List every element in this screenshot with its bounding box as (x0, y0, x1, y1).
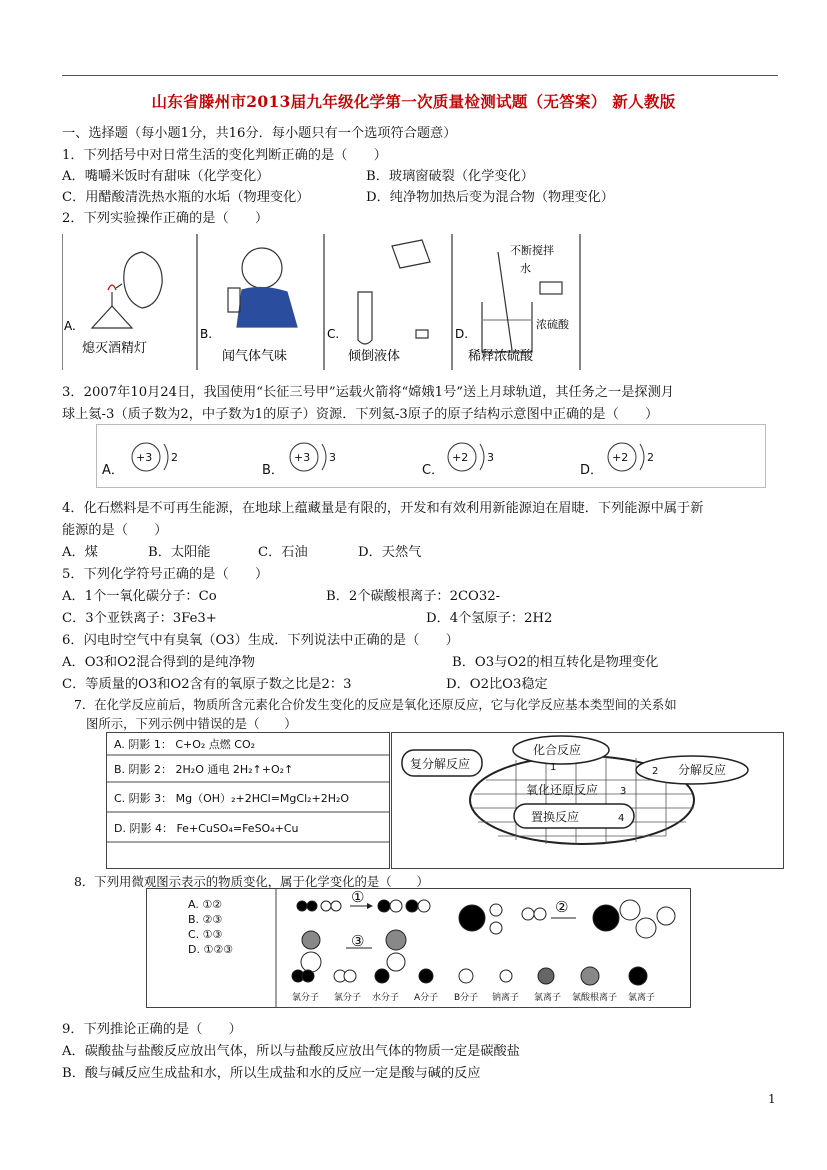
q7-figure (106, 732, 786, 870)
q3-a-nucleus: +3 (136, 451, 153, 464)
legend-label-7: 氯离子 (534, 993, 562, 1003)
label-decomposition: 分解反应 (678, 763, 727, 777)
flame (108, 285, 116, 290)
legend-label-1: 氯分子 (292, 993, 320, 1003)
q8-option-a: A. ①② (188, 898, 223, 911)
face (124, 252, 162, 308)
panel-d-caption: 稀释浓硫酸 (468, 349, 534, 364)
glass-rod (498, 252, 512, 350)
q3-d-nucleus: +2 (612, 451, 629, 464)
q8-option-c: C. ①③ (188, 928, 223, 941)
q7-line1: 7．在化学反应前后，物质所含元素化合价发生变化的反应是氧化还原反应，它与化学反应基本类型间的关系如 (74, 697, 677, 712)
q3-a-letter: A． (102, 463, 124, 478)
q3-b-letter: B． (262, 463, 284, 478)
q7-row-a: A. 阴影 1： C+O₂ 点燃 CO₂ (114, 738, 256, 751)
q4-option-b: B．太阳能 (148, 545, 211, 560)
q4-option-c: C．石油 (258, 545, 308, 560)
q4-line2: 能源的是（ ） (62, 523, 168, 538)
panel-d-letter: D. (455, 327, 469, 341)
label-combination: 化合反应 (533, 743, 582, 757)
electron-shell (480, 444, 484, 470)
q7-line2: 图所示，下列示例中错误的是（ ） (86, 716, 297, 731)
panel-a-letter: A. (64, 319, 76, 333)
label-displacement: 置换反应 (531, 810, 580, 824)
q1-option-d: D．纯净物加热后变为混合物（物理变化） (366, 190, 614, 205)
q5-option-d: D．4个氢原子：2H2 (426, 611, 553, 626)
legend-swatches (292, 967, 647, 985)
panel-c-letter: C. (327, 327, 340, 341)
acid-bottle (540, 282, 562, 294)
bottle (228, 288, 240, 312)
q5-option-b: B．2个碳酸根离子：2CO32- (326, 589, 501, 604)
q3-line1: 3．2007年10月24日，我国使用“长征三号甲”运载火箭将“嫦娥1号”送上月球轨道，其任务之一是探测月 (62, 385, 674, 400)
legend-label-9: 氯离子 (628, 993, 656, 1003)
q6-option-c: C．等质量的O3和O2含有的氧原子数之比是2：3 (62, 677, 352, 692)
q6-option-a: A．O3和O2混合得到的是纯净物 (62, 655, 255, 670)
q9-option-b: B．酸与碱反应生成盐和水，所以生成盐和水的反应一定是酸与碱的反应 (62, 1066, 481, 1081)
q7-row-d: D. 阴影 4： Fe+CuSO₄=FeSO₄+Cu (114, 822, 299, 835)
panel-b-letter: B. (200, 327, 213, 341)
q7-row-b: B. 阴影 2： 2H₂O 通电 2H₂↑+O₂↑ (114, 763, 294, 776)
q8-figure (146, 888, 691, 1008)
q4-option-d: D．天然气 (358, 545, 422, 560)
q7-row-c: C. 阴影 3： Mg（OH）₂+2HCl=MgCl₂+2H₂O (114, 792, 350, 805)
label-double-decomp: 复分解反应 (410, 757, 471, 771)
legend-label-5: B分子 (454, 993, 479, 1003)
q3-c-letter: C． (422, 463, 445, 478)
label-water: 水 (520, 262, 531, 275)
q2-figure (62, 232, 582, 374)
legend-label-3: 水分子 (372, 993, 400, 1003)
mark-2: ② (555, 898, 569, 916)
q6-option-b: B．O3与O2的相互转化是物理变化 (452, 655, 659, 670)
legend-label-4: A分子 (414, 993, 439, 1003)
legend-label-6: 钠离子 (492, 993, 520, 1003)
bottle-cap (416, 330, 428, 338)
q3-line2: 球上氦-3（质子数为2，中子数为1的原子）资源．下列氦-3原子的原子结构示意图中正确的是（ ） (62, 407, 659, 422)
mouth (116, 284, 122, 288)
q3-d-shell: 2 (647, 451, 654, 464)
q8-option-b: B. ②③ (188, 913, 223, 926)
legend-label-2: 氯分子 (334, 993, 362, 1003)
shade-1: 1 (550, 762, 557, 773)
legend-label-8: 氯酸根离子 (572, 993, 618, 1003)
shade-2: 2 (652, 766, 659, 777)
q3-b-nucleus: +3 (294, 451, 311, 464)
head (242, 248, 282, 288)
page-title: 山东省滕州市2013届九年级化学第一次质量检测试题（无答案） 新人教版 (151, 92, 676, 111)
q6-stem: 6．闪电时空气中有臭氧（O3）生成．下列说法中正确的是（ ） (62, 633, 459, 648)
q9-option-a: A．碳酸盐与盐酸反应放出气体，所以与盐酸反应放出气体的物质一定是碳酸盐 (62, 1044, 520, 1059)
section-heading: 一、选择题（每小题1分，共16分．每小题只有一个选项符合题意） (62, 126, 457, 141)
q3-b-shell: 3 (329, 451, 336, 464)
q5-option-c: C．3个亚铁离子：3Fe3+ (62, 611, 217, 626)
q3-c-nucleus: +2 (452, 451, 469, 464)
label-stirring: 不断搅拌 (510, 244, 554, 257)
q9-stem: 9．下列推论正确的是（ ） (62, 1022, 242, 1037)
q5-option-a: A．1个一氧化碳分子：Co (62, 589, 217, 604)
q6-option-d: D．O2比O3稳定 (446, 677, 548, 692)
q1-option-b: B．玻璃窗破裂（化学变化） (366, 169, 534, 184)
panel-a-caption: 熄灭酒精灯 (82, 341, 148, 356)
reagent-bottle (392, 240, 430, 268)
shade-4: 4 (618, 813, 625, 824)
q1-option-a: A．嘴嚼米饭时有甜味（化学变化） (62, 169, 270, 184)
q4-option-a: A．煤 (62, 545, 98, 560)
q5-stem: 5．下列化学符号正确的是（ ） (62, 567, 269, 582)
panel-b-caption: 闻气体气味 (222, 349, 288, 364)
mark-3: ③ (351, 932, 365, 950)
q3-a-shell: 2 (171, 451, 178, 464)
q3-options-figure (96, 424, 764, 486)
alcohol-lamp (92, 306, 132, 328)
beaker (482, 302, 532, 352)
test-tube (358, 292, 372, 344)
header-rule (62, 75, 778, 76)
q1-stem: 1．下列括号中对日常生活的变化判断正确的是（ ） (62, 148, 387, 163)
q2-stem: 2．下列实验操作正确的是（ ） (62, 211, 269, 226)
electron-shell (640, 444, 644, 470)
shade-3: 3 (620, 786, 627, 797)
label-redox: 氧化还原反应 (526, 783, 599, 797)
q8-stem: 8．下列用微观图示表示的物质变化，属于化学变化的是（ ） (74, 874, 429, 889)
page-number: 1 (768, 1092, 776, 1106)
q3-d-letter: D． (580, 463, 604, 478)
electron-shell (164, 444, 168, 470)
label-acid: 浓硫酸 (536, 318, 569, 331)
q3-c-shell: 3 (487, 451, 494, 464)
q8-option-d: D. ①②③ (188, 943, 234, 956)
q4-line1: 4．化石燃料是不可再生能源，在地球上蕴藏量是有限的，开发和有效利用新能源迫在眉睫．下列能源中属于新 (62, 501, 704, 516)
body (237, 287, 297, 327)
mark-1: ① (351, 888, 365, 906)
electron-shell (322, 444, 326, 470)
q1-option-c: C．用醋酸清洗热水瓶的水垢（物理变化） (62, 190, 310, 205)
panel-c-caption: 倾倒液体 (348, 349, 401, 364)
